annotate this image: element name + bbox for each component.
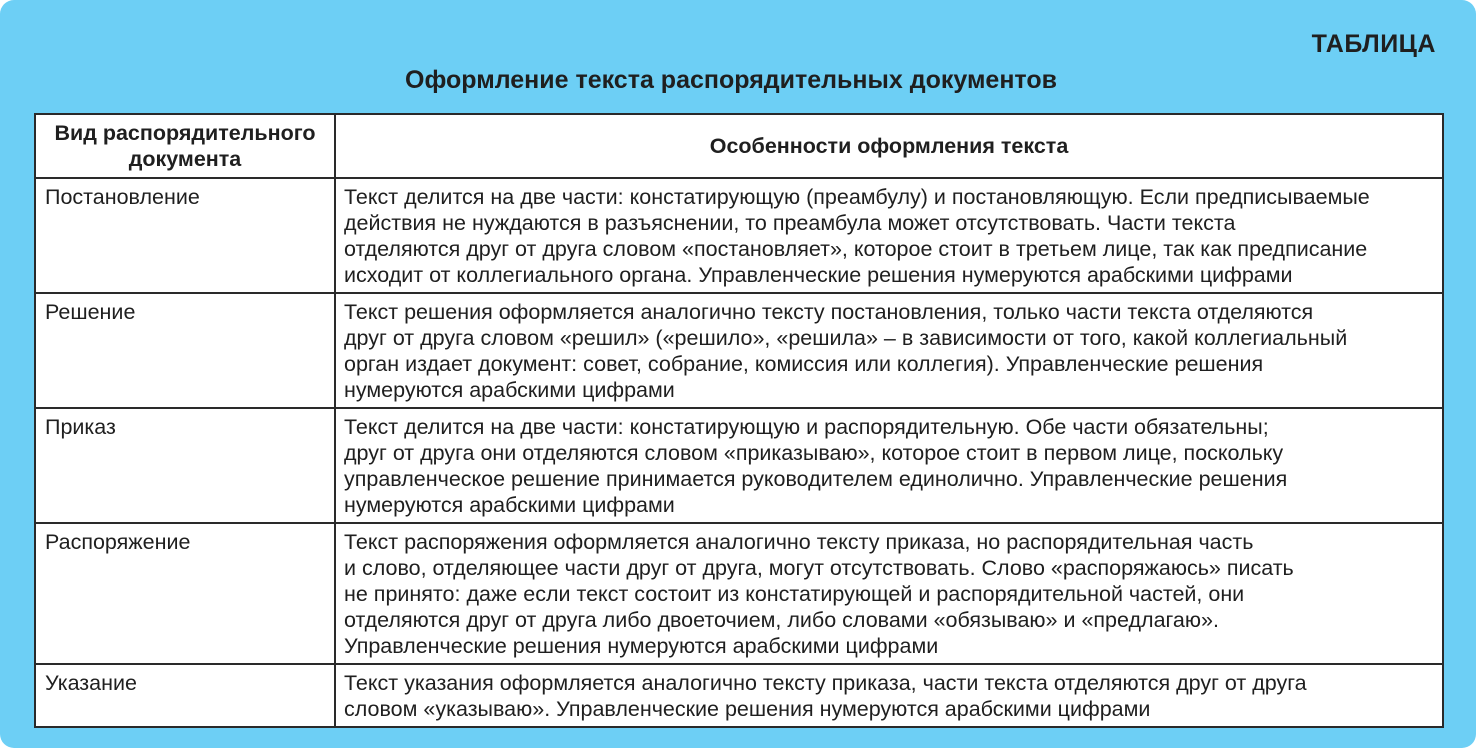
description-cell: Текст делится на две части: констатирующую (преамбулу) и постановляющую. Если предписываемые действия не нуждаются в разъяснении, то преамбула может отсутствовать. Части текста отделяются друг от друга словом «постановляет», которое стоит в третьем лице, так как предписание исходит от коллегиального органа. Управленческие решения нумеруются арабскими цифрами	[335, 178, 1443, 293]
table-row	[35, 178, 1443, 293]
document-type-cell: Распоряжение	[35, 523, 335, 664]
table-row	[35, 664, 1443, 727]
table-row	[35, 408, 1443, 523]
page-title: Оформление текста распорядительных документов	[405, 66, 1057, 94]
document-type-cell: Приказ	[35, 408, 335, 523]
table-header-row	[35, 114, 1443, 178]
description-cell: Текст делится на две части: констатирующую и распорядительную. Обе части обязательны; друг от друга они отделяются словом «приказываю», которое стоит в первом лице, поскольку управленческое решение принимается руководителем единолично. Управленческие решения нумеруются арабскими цифрами	[335, 408, 1443, 523]
description-cell: Текст распоряжения оформляется аналогично тексту приказа, но распорядительная часть и слово, отделяющее части друг от друга, могут отсутствовать. Слово «распоряжаюсь» писать не принято: даже если текст состоит из констатирующей и распорядительной частей, они отделяются друг от друга либо двоеточием, либо словами «обязываю» и «предлагаю». Управленческие решения нумеруются арабскими цифрами	[335, 523, 1443, 664]
column-header-type: Вид распорядительного документа	[35, 114, 335, 178]
description-cell: Текст решения оформляется аналогично тексту постановления, только части текста отделяются друг от друга словом «решил» («решило», «решила» – в зависимости от того, какой коллегиальный орган издает документ: совет, собрание, комиссия или коллегия). Управленческие решения нумеруются арабскими цифрами	[335, 293, 1443, 408]
document-type-cell: Постановление	[35, 178, 335, 293]
table-label: ТАБЛИЦА	[1311, 30, 1436, 58]
table-row	[35, 293, 1443, 408]
document-type-cell: Решение	[35, 293, 335, 408]
table-row	[35, 523, 1443, 664]
document-type-cell: Указание	[35, 664, 335, 727]
column-header-description: Особенности оформления текста	[335, 114, 1443, 178]
description-cell: Текст указания оформляется аналогично тексту приказа, части текста отделяются друг от друга словом «указываю». Управленческие решения нумеруются арабскими цифрами	[335, 664, 1443, 727]
document-types-table	[34, 113, 1444, 728]
